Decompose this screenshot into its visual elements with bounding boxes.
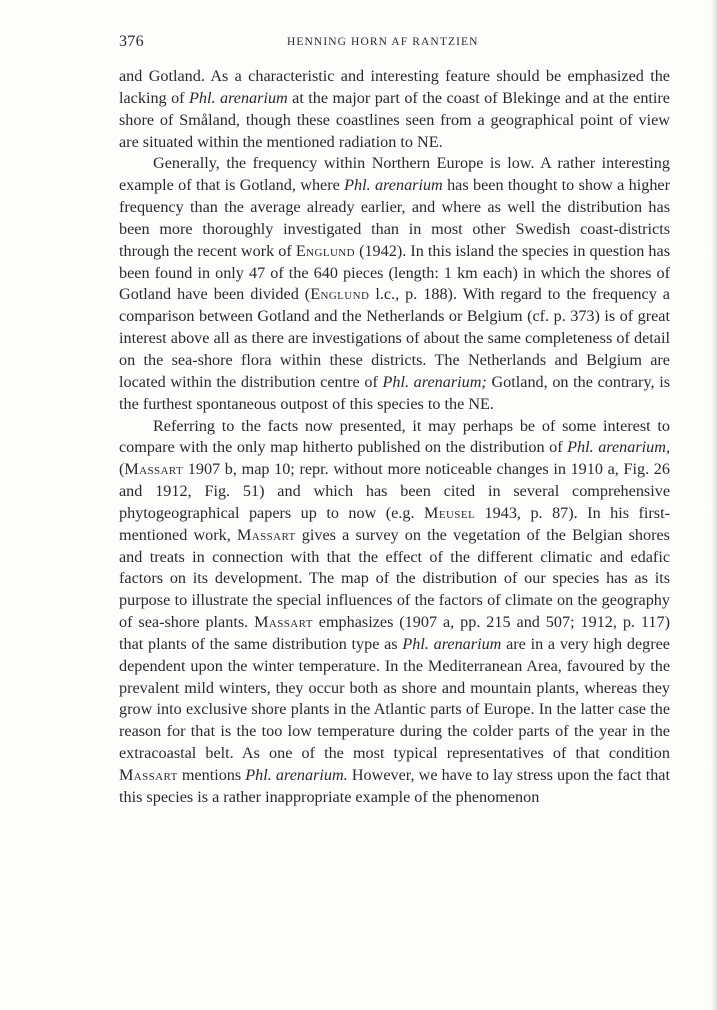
text-run: emphasizes (1907 a, pp. 215 and 507; 1912, p. 117) that plants of the same distribution type as: [119, 613, 670, 653]
text-run: gives a survey on the vegetation of the Belgian shores and treats in connection with that the effect of the different climatic and edafic factors on its development. The map of the distribution of our species has as its purpose to illustrate the special influences of the factors of climate on the geography of sea-shore plants.: [119, 525, 670, 632]
author-citation: Meusel: [424, 503, 476, 522]
text-run: has been thought to show a higher frequency than the average already earlier, and where as well the distribution has been more thoroughly investigated than in most other Swedish coast-districts through the recent work of: [119, 176, 670, 260]
author-citation: Massart: [236, 525, 296, 544]
text-run: at the major part of the coast of Blekinge and at the entire shore of Småland, though these coastlines seen from a geographical point of view are situated within the mentioned radiation to NE.: [119, 88, 670, 151]
text-run: Referring to the facts now presented, it may perhaps be of some interest to compare with the only map hitherto published on the distribution of: [119, 416, 670, 457]
body-text: [119, 66, 670, 809]
page-edge-shadow: [711, 0, 717, 1010]
text-run: mentions: [177, 766, 246, 784]
paragraph-3: [119, 416, 670, 809]
author-citation: Massart: [119, 766, 178, 784]
author-citation: Englund: [295, 241, 355, 260]
species-name: Phl. arenarium,: [567, 438, 670, 457]
species-name: Phl. arenarium;: [382, 372, 487, 391]
running-head: HENNING HORN AF RANTZIEN: [287, 36, 479, 48]
author-citation: Englund: [310, 285, 370, 304]
text-run: and Gotland. As a characteristic and interesting feature should be emphasized the lacking of: [119, 67, 670, 107]
author-citation: Massart: [124, 460, 184, 479]
page-number: 376: [119, 33, 144, 50]
species-name: Phl. arenarium.: [245, 766, 348, 784]
text-run: l.c., p. 188). With regard to the frequency a comparison between Gotland and the Netherlands or Belgium (cf. p. 373) is of great interest above all as there are investigations of about the same completeness of detail on the sea-shore flora within these districts. The Netherlands and Belgium are located within the distribution centre of: [119, 285, 670, 391]
text-run: 1907 b, map 10; repr. without more noticeable changes in 1910 a, Fig. 26 and 1912, Fig. 51) and which has been cited in several comprehensive phytogeographical papers up to now (e.g.: [119, 460, 670, 522]
text-run: 1943, p. 87). In his first-mentioned work,: [119, 503, 670, 544]
species-name: Phl. arenarium: [189, 88, 288, 107]
text-run: Gotland, on the contrary, is the furthest spontaneous outpost of this species to the NE.: [119, 372, 670, 413]
species-name: Phl. arenarium: [402, 634, 502, 653]
text-run: However, we have to lay stress upon the fact that this species is a rather inappropriate example of the phenomenon: [119, 766, 670, 806]
text-run: Generally, the frequency within Northern Europe is low. A rather interesting example of that is Gotland, where: [119, 154, 670, 195]
author-citation: Massart: [254, 613, 313, 632]
text-run: (1942). In this island the species in question has been found in only 47 of the 640 pieces (length: 1 km each) in which the shores of Gotland have been divided (: [119, 241, 671, 304]
text-run: (: [119, 460, 125, 479]
paragraph-1: [119, 66, 670, 153]
text-run: are in a very high degree dependent upon the winter temperature. In the Mediterranean Area, favoured by the prevalent mild winters, they occur both as shore and mountain plants, whereas they grow into exclusive shore plants in the Atlantic parts of Europe. In the latter case the reason for that is the too low temperature during the colder parts of the year in the extracoastal belt. As one of the most typical representatives of that condition: [119, 634, 670, 763]
species-name: Phl. arenarium: [344, 176, 443, 195]
paragraph-2: [119, 153, 670, 415]
page-header: [119, 33, 670, 55]
